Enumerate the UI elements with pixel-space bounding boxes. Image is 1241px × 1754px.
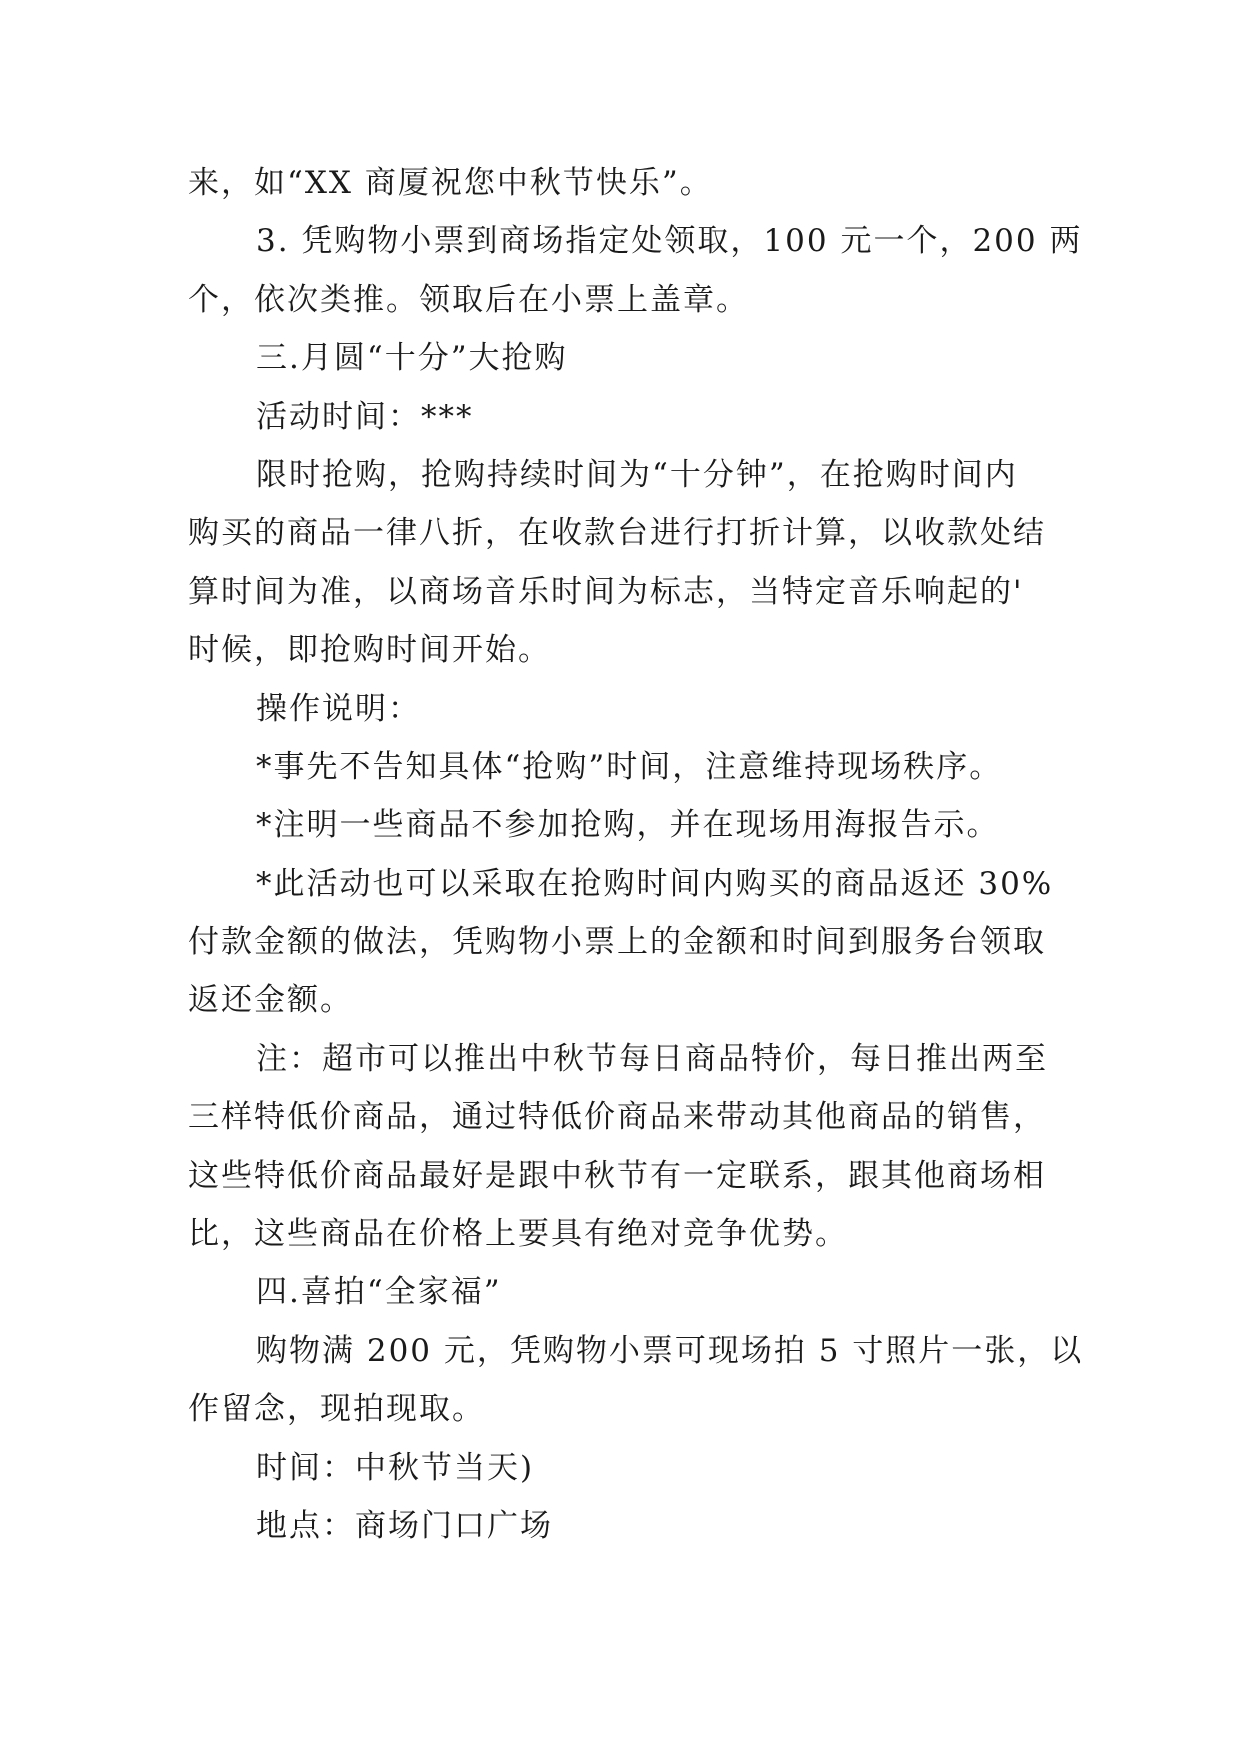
text-line: 购物满 200 元，凭购物小票可现场拍 5 寸照片一张，以 — [256, 1332, 1084, 1369]
text-line: *注明一些商品不参加抢购，并在现场用海报告示。 — [256, 807, 1000, 844]
text-line: 购买的商品一律八折，在收款台进行打折计算，以收款处结 — [188, 515, 1046, 552]
text-line: 这些特低价商品最好是跟中秋节有一定联系，跟其他商场相 — [188, 1157, 1046, 1194]
text-line: 返还金额。 — [188, 982, 353, 1019]
text-line: *事先不告知具体“抢购”时间，注意维持现场秩序。 — [256, 748, 1003, 785]
document-body — [188, 154, 1084, 1555]
text-line: *此活动也可以采取在抢购时间内购买的商品返还 30% — [256, 865, 1054, 902]
text-line: 个，依次类推。领取后在小票上盖章。 — [188, 281, 749, 318]
text-line: 活动时间：*** — [256, 398, 474, 435]
text-line: 作留念，现拍现取。 — [188, 1391, 485, 1428]
text-line: 限时抢购，抢购持续时间为“十分钟”，在抢购时间内 — [256, 456, 1018, 493]
text-line: 三样特低价商品，通过特低价商品来带动其他商品的销售， — [188, 1099, 1046, 1136]
text-line: 来，如“XX 商厦祝您中秋节快乐”。 — [188, 165, 713, 201]
text-line: 付款金额的做法，凭购物小票上的金额和时间到服务台领取 — [188, 924, 1046, 961]
text-line: 3. 凭购物小票到商场指定处领取，100 元一个，200 两 — [256, 223, 1083, 260]
text-line: 注：超市可以推出中秋节每日商品特价，每日推出两至 — [256, 1040, 1048, 1077]
section-heading: 三.月圆“十分”大抢购 — [256, 340, 568, 377]
text-line: 比，这些商品在价格上要具有绝对竞争优势。 — [188, 1216, 848, 1253]
text-line: 操作说明： — [256, 690, 421, 727]
text-line: 算时间为准，以商场音乐时间为标志，当特定音乐响起的' — [188, 573, 1024, 610]
text-line: 时候，即抢购时间开始。 — [188, 632, 551, 669]
text-line: 地点：商场门口广场 — [256, 1507, 553, 1544]
text-line: 时间：中秋节当天) — [256, 1449, 535, 1486]
section-heading: 四.喜拍“全家福” — [256, 1274, 502, 1311]
